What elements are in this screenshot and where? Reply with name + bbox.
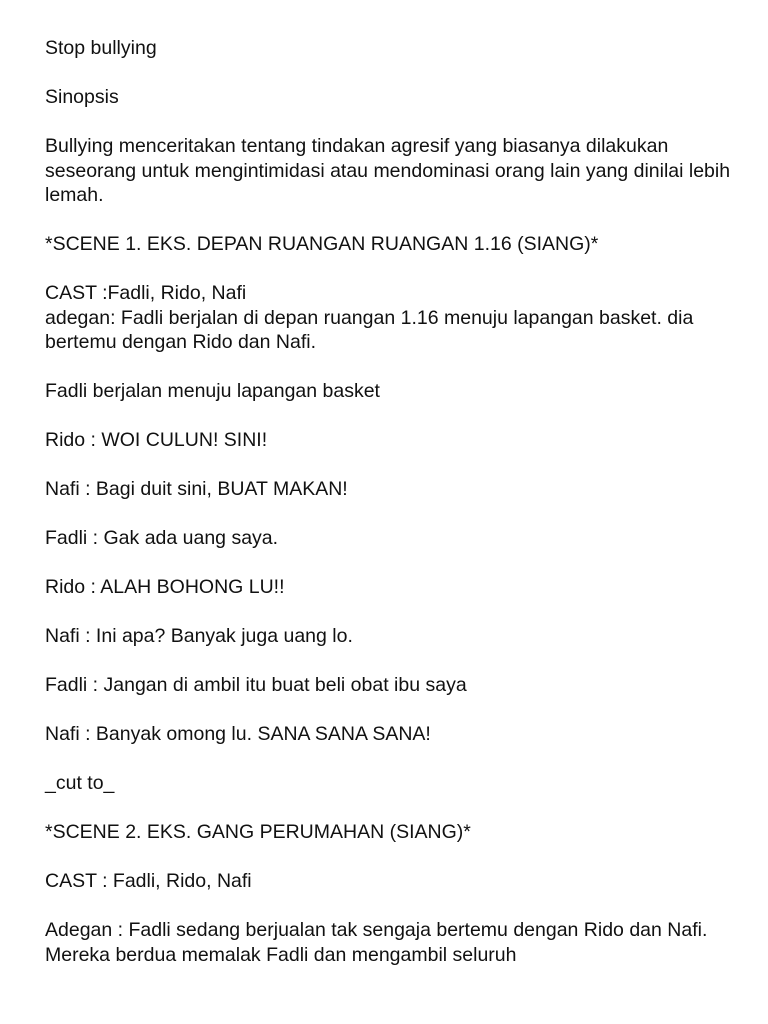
scene-1-cast: CAST :Fadli, Rido, Nafi [45,282,247,304]
synopsis-text: Bullying menceritakan tentang tindakan agresif yang biasanya dilakukan seseorang untuk mengintimidasi atau mendominasi orang lain yang dinilai lebih lemah. [45,135,736,206]
scene-2-adegan: Adegan : Fadli sedang berjualan tak sengaja bertemu dengan Rido dan Nafi. Mereka berdua memalak Fadli dan mengambil seluruh [45,919,713,966]
scene-1-adegan: adegan: Fadli berjalan di depan ruangan 1.16 menuju lapangan basket. dia bertemu dengan Rido dan Nafi. [45,306,699,353]
dialogue-line: Fadli : Gak ada uang saya. [45,527,279,549]
scene-1-action: Fadli berjalan menuju lapangan basket [45,380,380,402]
scene-transition: _cut to_ [45,772,115,794]
synopsis-heading: Sinopsis [45,86,119,108]
scene-2-cast: CAST : Fadli, Rido, Nafi [45,870,252,892]
dialogue-line: Fadli : Jangan di ambil itu buat beli obat ibu saya [45,674,467,696]
scene-2-heading: *SCENE 2. EKS. GANG PERUMAHAN (SIANG)* [45,821,471,843]
dialogue-line: Rido : WOI CULUN! SINI! [45,429,268,451]
dialogue-line: Nafi : Ini apa? Banyak juga uang lo. [45,625,353,647]
document-title: Stop bullying [45,37,157,59]
scene-1-heading: *SCENE 1. EKS. DEPAN RUANGAN RUANGAN 1.16 (SIANG)* [45,233,599,255]
document-page [45,36,735,967]
dialogue-line: Rido : ALAH BOHONG LU!! [45,576,285,598]
dialogue-line: Nafi : Bagi duit sini, BUAT MAKAN! [45,478,348,500]
dialogue-line: Nafi : Banyak omong lu. SANA SANA SANA! [45,723,431,745]
